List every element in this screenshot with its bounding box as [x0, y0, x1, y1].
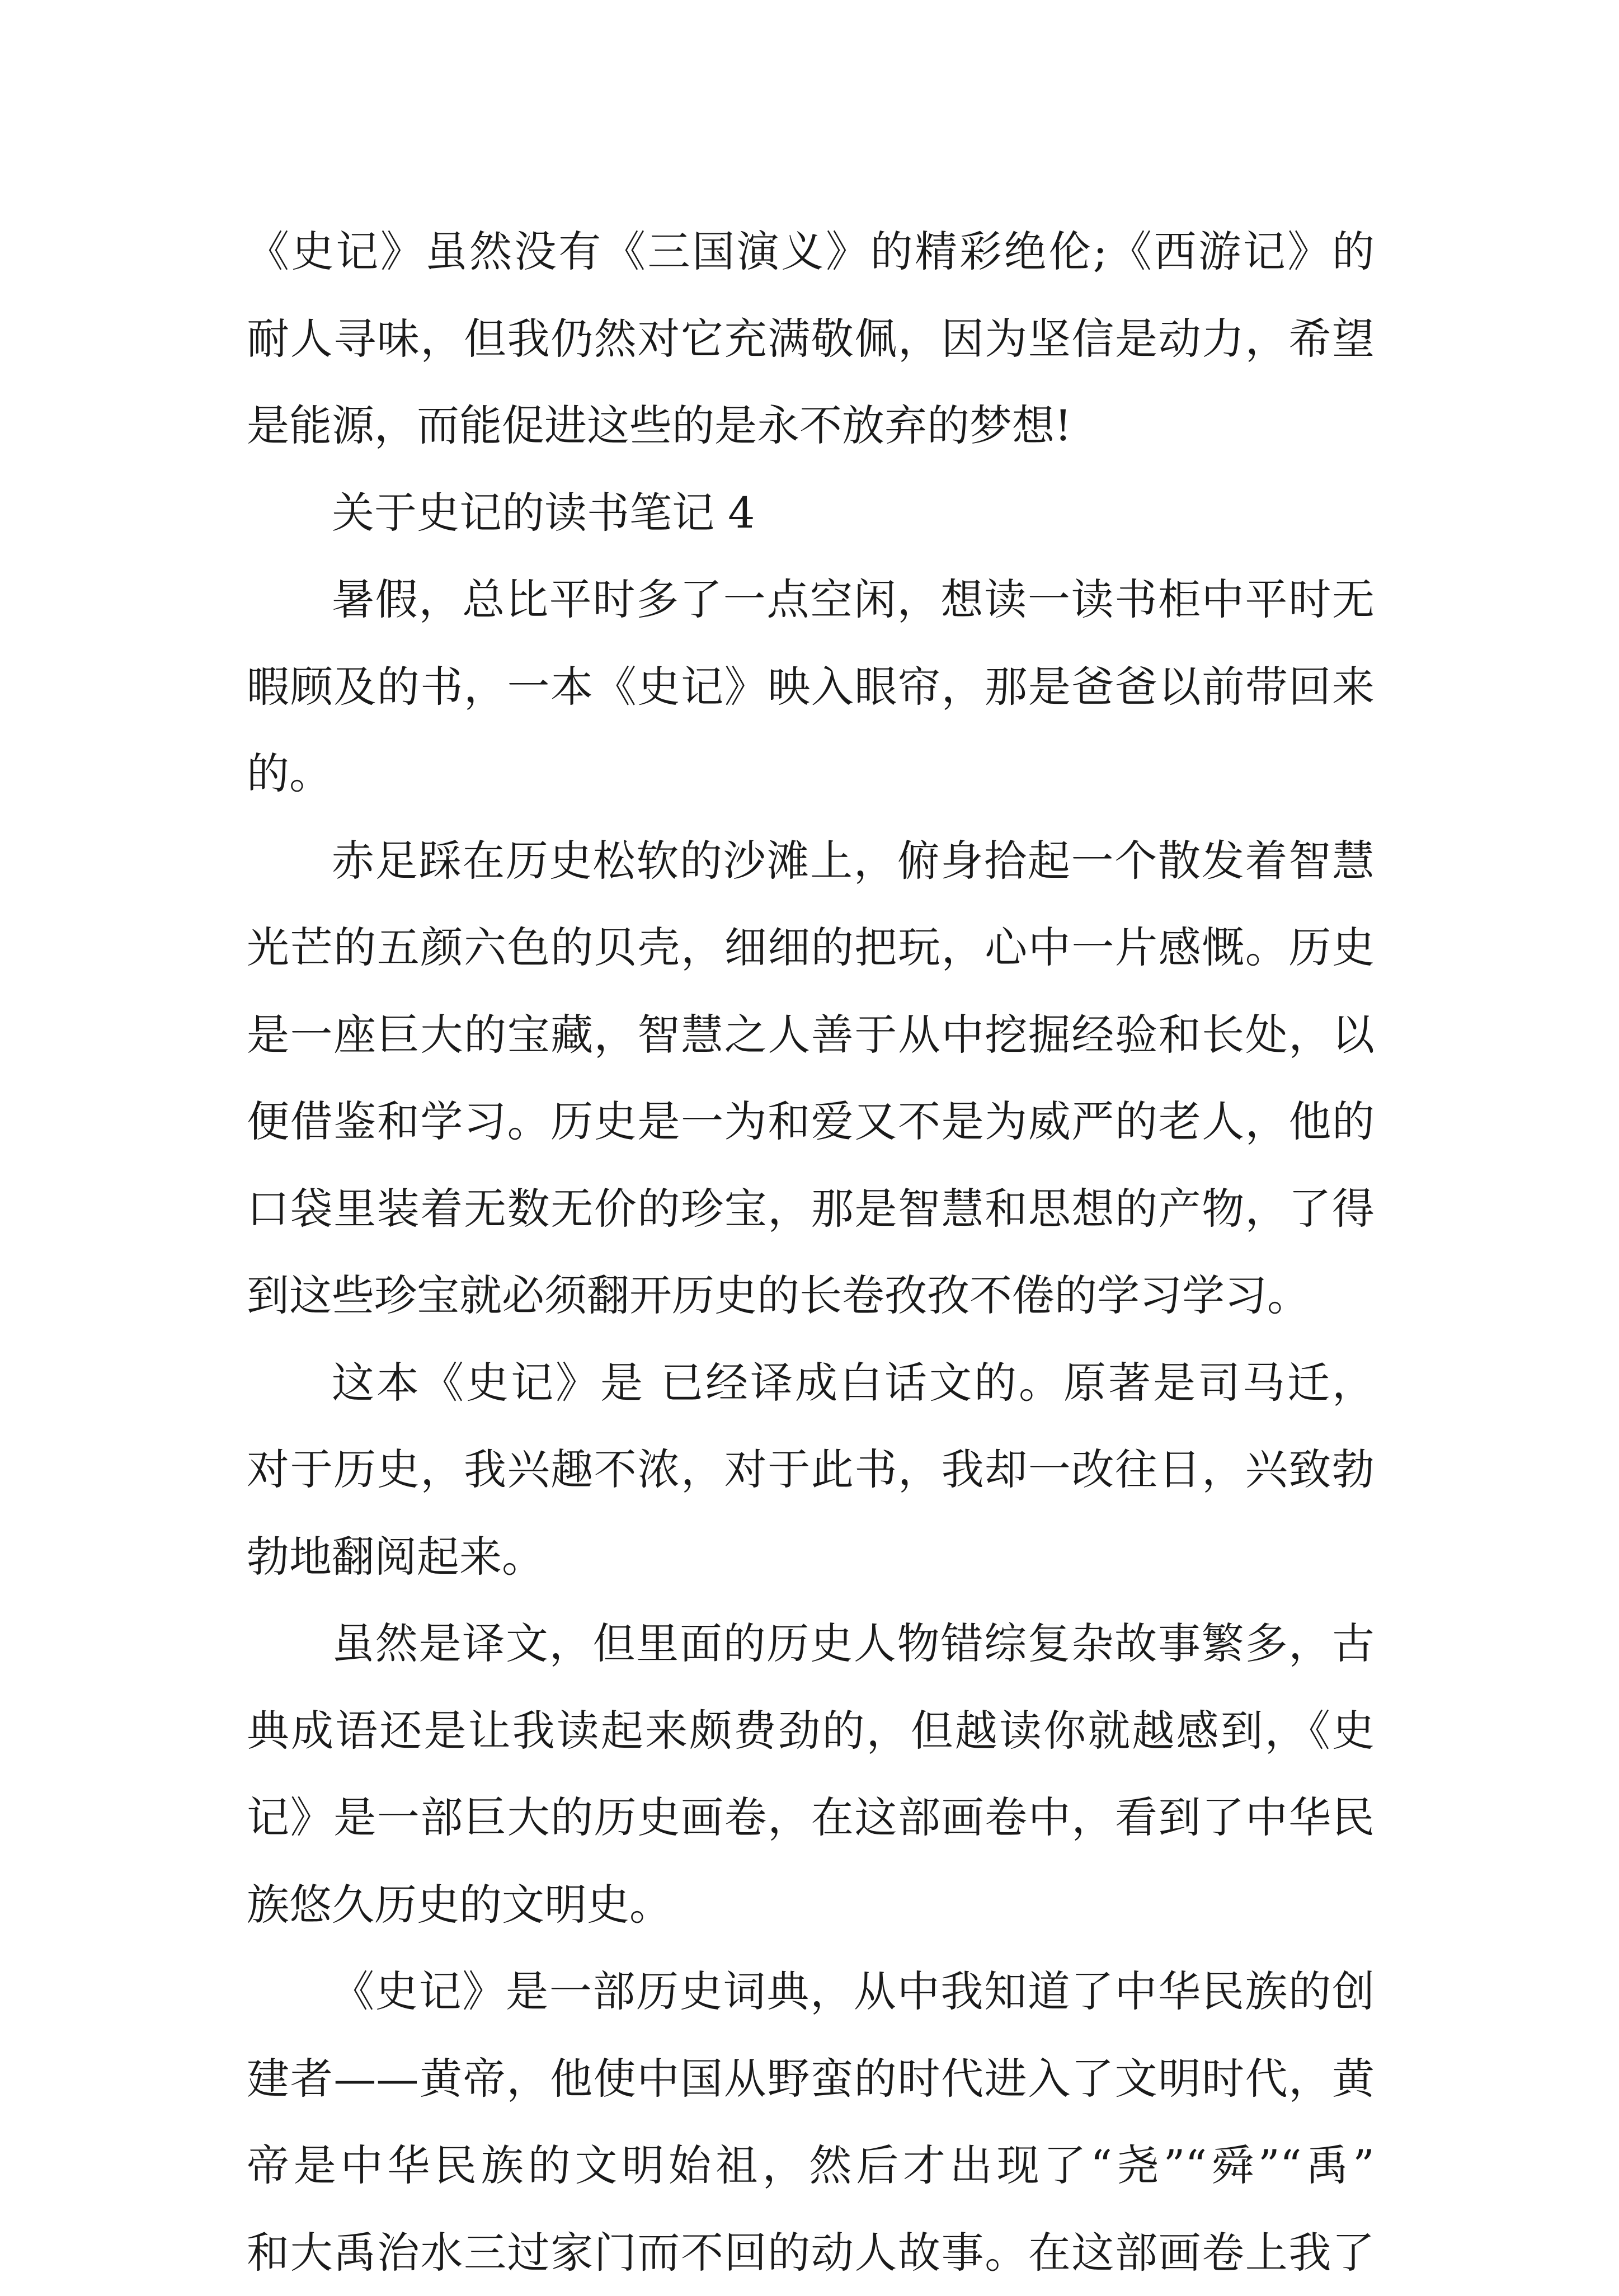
paragraph-line: 光芒的五颜六色的贝壳，细细的把玩，心中一片感慨。历史 [247, 904, 1375, 991]
paragraph-line: 和大禹治水三过家门而不回的动人故事。在这部画卷上我了 [247, 2209, 1375, 2296]
paragraph-line: 到这些珍宝就必须翻开历史的长卷孜孜不倦的学习学习。 [247, 1252, 1375, 1339]
paragraph-line: 勃地翻阅起来。 [247, 1513, 1375, 1601]
paragraph-line: 虽然是译文，但里面的历史人物错综复杂故事繁多，古 [247, 1600, 1375, 1687]
paragraph-line: 的。 [247, 730, 1375, 817]
paragraph-line: 便借鉴和学习。历史是一为和爱又不是为威严的老人，他的 [247, 1078, 1375, 1165]
paragraph-line: 暑假，总比平时多了一点空闲，想读一读书柜中平时无 [247, 556, 1375, 643]
paragraph-line: 耐人寻味，但我仍然对它充满敬佩，因为坚信是动力，希望 [247, 295, 1375, 383]
paragraph-line: 记》是一部巨大的历史画卷，在这部画卷中，看到了中华民 [247, 1774, 1375, 1861]
paragraph-line: 暇顾及的书，一本《史记》映入眼帘，那是爸爸以前带回来 [247, 643, 1375, 731]
paragraph-line: 这本《史记》是 已经译成白话文的。原著是司马迁， [247, 1339, 1375, 1427]
paragraph-line: 建者——黄帝，他使中国从野蛮的时代进入了文明时代，黄 [247, 2035, 1375, 2123]
paragraph-line: 是一座巨大的宝藏，智慧之人善于从中挖掘经验和长处，以 [247, 991, 1375, 1079]
paragraph-line: 《史记》虽然没有《三国演义》的精彩绝伦;《西游记》的 [247, 208, 1375, 295]
paragraph-line: 帝是中华民族的文明始祖，然后才出现了“尧”“舜”“禹” [247, 2122, 1375, 2209]
paragraph-line: 口袋里装着无数无价的珍宝，那是智慧和思想的产物，了得 [247, 1165, 1375, 1253]
document-body [247, 208, 1375, 2296]
paragraph-line: 是能源，而能促进这些的是永不放弃的梦想! [247, 382, 1375, 469]
section-heading: 关于史记的读书笔记 4 [247, 469, 1375, 557]
paragraph-line: 对于历史，我兴趣不浓，对于此书，我却一改往日，兴致勃 [247, 1426, 1375, 1513]
paragraph-line: 族悠久历史的文明史。 [247, 1861, 1375, 1949]
paragraph-line: 赤足踩在历史松软的沙滩上，俯身拾起一个散发着智慧 [247, 817, 1375, 905]
paragraph-line: 典成语还是让我读起来颇费劲的，但越读你就越感到，《史 [247, 1687, 1375, 1775]
paragraph-line: 《史记》是一部历史词典，从中我知道了中华民族的创 [247, 1948, 1375, 2035]
